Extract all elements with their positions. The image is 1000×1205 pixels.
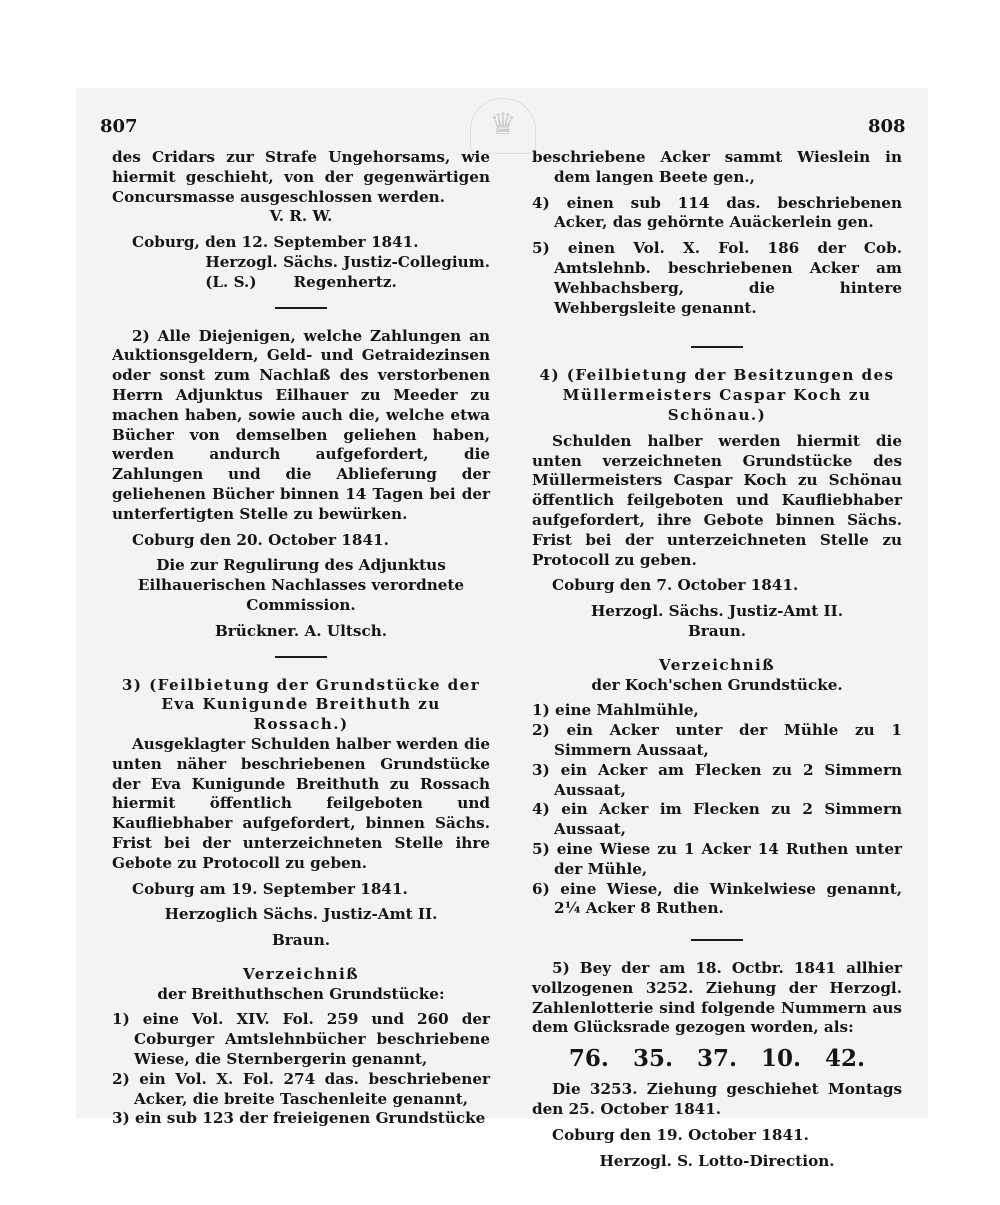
page-number-left: 807 bbox=[100, 116, 138, 137]
notice2-authority: Die zur Regulirung des Adjunktus Eilhauerischen Nachlasses verordnete Commission. bbox=[137, 556, 465, 614]
list3-heading: Verzeichniß bbox=[242, 964, 360, 983]
list-item: 3) ein sub 123 der freieigenen Grundstücke bbox=[112, 1109, 486, 1128]
notice5-date: Coburg den 19. October 1841. bbox=[552, 1125, 809, 1144]
notice5-authority: Herzogl. S. Lotto-Direction. bbox=[599, 1151, 835, 1170]
list4-subheading: der Koch'schen Grundstücke. bbox=[591, 675, 843, 694]
lottery-number: 76. bbox=[568, 1045, 609, 1073]
list3-subheading: der Breithuthschen Grundstücke: bbox=[157, 984, 445, 1003]
section-divider bbox=[275, 307, 327, 309]
crest-watermark-icon: ♛ bbox=[470, 98, 536, 154]
list-item: 2) ein Acker unter der Mühle zu 1 Simmern Aussaat, bbox=[532, 721, 902, 759]
notice1-authority: Herzogl. Sächs. Justiz-Collegium. bbox=[205, 252, 490, 271]
list-item: 4) ein Acker im Flecken zu 2 Simmern Aussaat, bbox=[532, 800, 902, 839]
lottery-number: 42. bbox=[825, 1045, 866, 1073]
notice3-text: Ausgeklagter Schulden halber werden die unten näher beschriebenen Grundstücke der Eva Kunigunde Breithuth zu Rossach hiermit öffentlich feilgeboten und Kaufliebhaber aufgefordert, binnen Sächs. Frist bei der unterzeichneten Stelle ihre Gebote zu Protocoll zu geben. bbox=[112, 734, 490, 872]
list-item: 3) ein Acker am Flecken zu 2 Simmern Aussaat, bbox=[532, 760, 902, 799]
list-item: 1) eine Vol. XIV. Fol. 259 und 260 der Coburger Amtslehnbücher beschriebene Wiese, die Sternbergerin genannt, bbox=[112, 1010, 490, 1069]
page-number-right: 808 bbox=[868, 116, 906, 137]
left-column bbox=[112, 148, 490, 1129]
notice4-title: 4) (Feilbietung der Besitzungen des Müllermeisters Caspar Koch zu Schönau.) bbox=[539, 366, 895, 424]
list-item: 4) einen sub 114 das. beschriebenen Acker, das gehörnte Auäckerlein gen. bbox=[532, 193, 902, 232]
section-divider bbox=[275, 656, 327, 658]
notice5-text: 5) Bey der am 18. Octbr. 1841 allhier vollzogenen 3252. Ziehung der Herzogl. Zahlenlotterie sind folgende Nummern aus dem Glücksrade gezogen worden, als: bbox=[532, 959, 902, 1037]
section-divider bbox=[691, 939, 743, 941]
notice1-text: des Cridars zur Strafe Ungehorsams, wie hiermit geschieht, von der gegenwärtigen Concursmasse ausgeschlossen werden. bbox=[112, 148, 490, 206]
section-divider bbox=[691, 346, 743, 348]
list-item: 6) eine Wiese, die Winkelwiese genannt, 2¼ Acker 8 Ruthen. bbox=[532, 879, 902, 918]
lottery-number: 10. bbox=[761, 1045, 802, 1073]
notice3-name: Braun. bbox=[271, 931, 331, 950]
notice1-name: Regenhertz. bbox=[293, 272, 397, 291]
right-column bbox=[532, 148, 902, 1171]
notice4-name: Braun. bbox=[687, 621, 747, 640]
notice3-date: Coburg am 19. September 1841. bbox=[132, 879, 408, 898]
notice3-title: 3) (Feilbietung der Grundstücke der Eva Kunigunde Breithuth zu Rossach.) bbox=[121, 675, 481, 734]
notice4-date: Coburg den 7. October 1841. bbox=[552, 576, 799, 595]
notice4-text: Schulden halber werden hiermit die unten verzeichneten Grundstücke des Müllermeisters Caspar Koch zu Schönau öffentlich feilgeboten und Kaufliebhaber aufgefordert, ihre Gebote binnen Sächs. Frist bei der unterzeichneten Stelle zu Protocoll zu geben. bbox=[532, 431, 902, 569]
notice1-signature: V. R. W. bbox=[269, 207, 333, 226]
notice4-authority: Herzogl. Sächs. Justiz-Amt II. bbox=[590, 602, 844, 621]
notice2-date: Coburg den 20. October 1841. bbox=[132, 530, 389, 549]
lottery-numbers bbox=[532, 1044, 902, 1074]
list-item: 2) ein Vol. X. Fol. 274 das. beschriebener Acker, die breite Taschenleite genannt, bbox=[112, 1069, 490, 1108]
list-item: 5) eine Wiese zu 1 Acker 14 Ruthen unter der Mühle, bbox=[532, 839, 902, 878]
lottery-number: 35. bbox=[632, 1045, 673, 1073]
notice1-seal: (L. S.) bbox=[205, 272, 257, 291]
notice2-names: Brückner. A. Ultsch. bbox=[214, 621, 388, 640]
list-item: 5) einen Vol. X. Fol. 186 der Cob. Amtslehnb. beschriebenen Acker am Wehbachsberg, die hintere Wehbergsleite genannt. bbox=[532, 239, 902, 317]
notice3-authority: Herzoglich Sächs. Justiz-Amt II. bbox=[164, 905, 438, 924]
notice5-next-drawing: Die 3253. Ziehung geschiehet Montags den 25. October 1841. bbox=[532, 1080, 902, 1119]
notice1-date: Coburg, den 12. September 1841. bbox=[132, 233, 419, 252]
list3-continuation: beschriebene Acker sammt Wieslein in dem langen Beete gen., bbox=[532, 148, 902, 186]
notice2-text: 2) Alle Diejenigen, welche Zahlungen an Auktionsgeldern, Geld- und Getraidezinsen oder sonst zum Nachlaß des verstorbenen Herrn Adjunktus Eilhauer zu Meeder zu machen haben, sowie auch die, welche etwa Bücher von demselben geliehen haben, werden andurch aufgefordert, die Zahlungen und die Ablieferung der geliehenen Bücher binnen 14 Tagen bei der unterfertigten Stelle zu bewürken. bbox=[112, 326, 490, 523]
list-item: 1) eine Mahlmühle, bbox=[532, 701, 699, 720]
list4-heading: Verzeichniß bbox=[658, 655, 776, 674]
lottery-number: 37. bbox=[696, 1045, 737, 1073]
notice1-seal-line bbox=[112, 273, 490, 293]
